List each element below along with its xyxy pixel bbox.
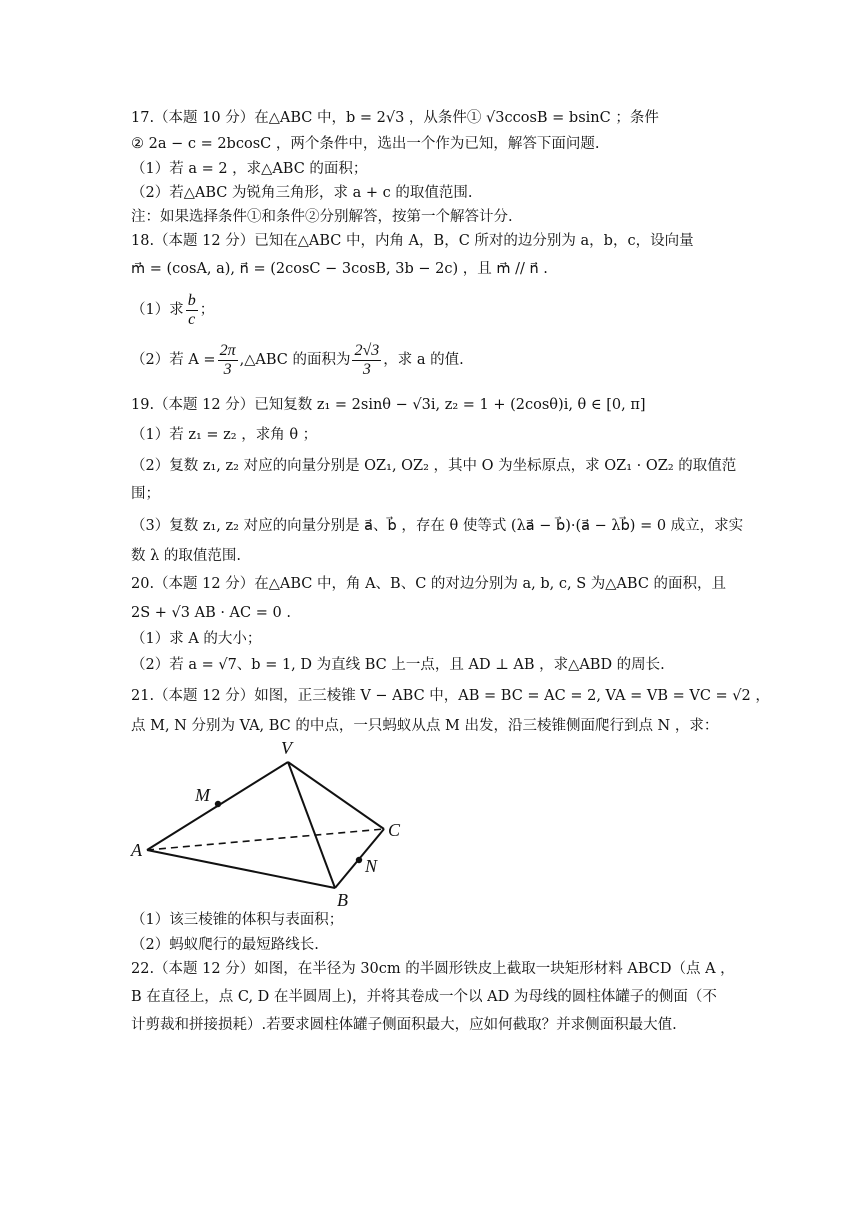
q17-line-1: 17.（本题 10 分）在△ABC 中，b = 2√3 ，从条件① √3ccosB = bsinC ；条件 [131, 110, 659, 126]
fraction-denominator: 3 [362, 360, 371, 378]
edge-vb [288, 762, 335, 888]
q18-part-2-suffix: ，求 a 的值. [383, 352, 464, 368]
fraction-b-over-c [186, 292, 198, 329]
q19-part-2-cont: 围； [131, 486, 160, 502]
fraction-numerator: 2π [219, 341, 236, 359]
q21-part-1: （1）该三棱锥的体积与表面积； [131, 912, 344, 928]
q17-part-1: （1）若 a = 2 ，求△ABC 的面积； [131, 161, 368, 177]
q19-part-3-cont: 数 λ 的取值范围. [131, 548, 242, 564]
edge-ab [147, 850, 335, 888]
q21-part-2: （2）蚂蚁爬行的最短路线长. [131, 937, 319, 953]
fraction-area [352, 342, 381, 379]
q22-line-2: B 在直径上，点 C, D 在半圆周上)，并将其卷成一个以 AD 为母线的圆柱体罐子的侧面（不 [131, 989, 717, 1005]
label-m: M [195, 785, 210, 805]
q22-line-1: 22.（本题 12 分）如图，在半径为 30cm 的半圆形铁皮上截取一块矩形材料 ABCD（点 A ， [131, 961, 735, 977]
fraction-numerator: b [187, 291, 196, 309]
q21-line-2: 点 M, N 分别为 VA, BC 的中点，一只蚂蚁从点 M 出发，沿三棱锥侧面爬行到点 N ，求： [131, 718, 719, 734]
q18-part-2-prefix: （2）若 A = [131, 352, 216, 368]
q20-line-1: 20.（本题 12 分）在△ABC 中，角 A、B、C 的对边分别为 a, b, c, S 为△ABC 的面积，且 [131, 576, 727, 592]
fraction-numerator: 2√3 [354, 341, 380, 359]
label-b: B [337, 890, 348, 910]
label-c: C [388, 820, 401, 840]
q18-part-1-prefix: （1）求 [131, 302, 184, 318]
q20-line-2: 2S + √3 AB · AC = 0 . [131, 605, 291, 621]
fraction-denominator: 3 [223, 360, 232, 378]
q18-part-2 [131, 340, 731, 380]
q19-part-3: （3）复数 z₁, z₂ 对应的向量分别是 a⃗、b⃗ ，存在 θ 使等式 (λa⃗ − b⃗)·(a⃗ − λb⃗) = 0 成立，求实 [131, 518, 744, 534]
q20-part-1: （1）求 A 的大小； [131, 631, 262, 647]
q19-part-2: （2）复数 z₁, z₂ 对应的向量分别是 OZ₁, OZ₂ ，其中 O 为坐标原点，求 OZ₁ · OZ₂ 的取值范 [131, 458, 737, 474]
q17-line-2: ② 2a − c = 2bcosC ，两个条件中，选出一个作为已知，解答下面问题. [131, 136, 600, 152]
q17-note: 注：如果选择条件①和条件②分别解答，按第一个解答计分. [131, 209, 513, 225]
edge-ac-hidden [147, 829, 384, 850]
label-n: N [365, 856, 378, 876]
q21-line-1: 21.（本题 12 分）如图，正三棱锥 V − ABC 中，AB = BC = AC = 2, VA = VB = VC = √2 ， [131, 688, 770, 704]
q18-line-1: 18.（本题 12 分）已知在△ABC 中，内角 A，B，C 所对的边分别为 a，b，c，设向量 [131, 233, 694, 249]
q22-line-3: 计剪裁和拼接损耗）.若要求圆柱体罐子侧面积最大，应如何截取？并求侧面积最大值. [131, 1017, 677, 1033]
label-v: V [281, 738, 292, 758]
point-n [356, 857, 362, 863]
q18-part-1 [131, 290, 731, 330]
edge-vc [288, 762, 384, 829]
triangular-pyramid-figure [128, 736, 408, 916]
point-m [215, 801, 221, 807]
fraction-denominator: c [188, 310, 196, 328]
label-a: A [131, 840, 142, 860]
q20-part-2: （2）若 a = √7、b = 1, D 为直线 BC 上一点，且 AD ⊥ AB ，求△ABD 的周长. [131, 657, 665, 673]
q19-line-1: 19.（本题 12 分）已知复数 z₁ = 2sinθ − √3i, z₂ = 1 + (2cosθ)i, θ ∈ [0, π] [131, 397, 646, 413]
q18-part-1-suffix: ； [199, 302, 215, 318]
q17-part-2: （2）若△ABC 为锐角三角形，求 a + c 的取值范围. [131, 185, 473, 201]
q18-part-2-middle: ,△ABC 的面积为 [239, 352, 351, 368]
q18-line-2: m⃗ = (cosA, a), n⃗ = (2cosC − 3cosB, 3b − 2c) ，且 m⃗ // n⃗ . [131, 261, 548, 277]
q19-part-1: （1）若 z₁ = z₂ ，求角 θ ； [131, 427, 318, 443]
fraction-2pi-over-3 [218, 342, 238, 379]
